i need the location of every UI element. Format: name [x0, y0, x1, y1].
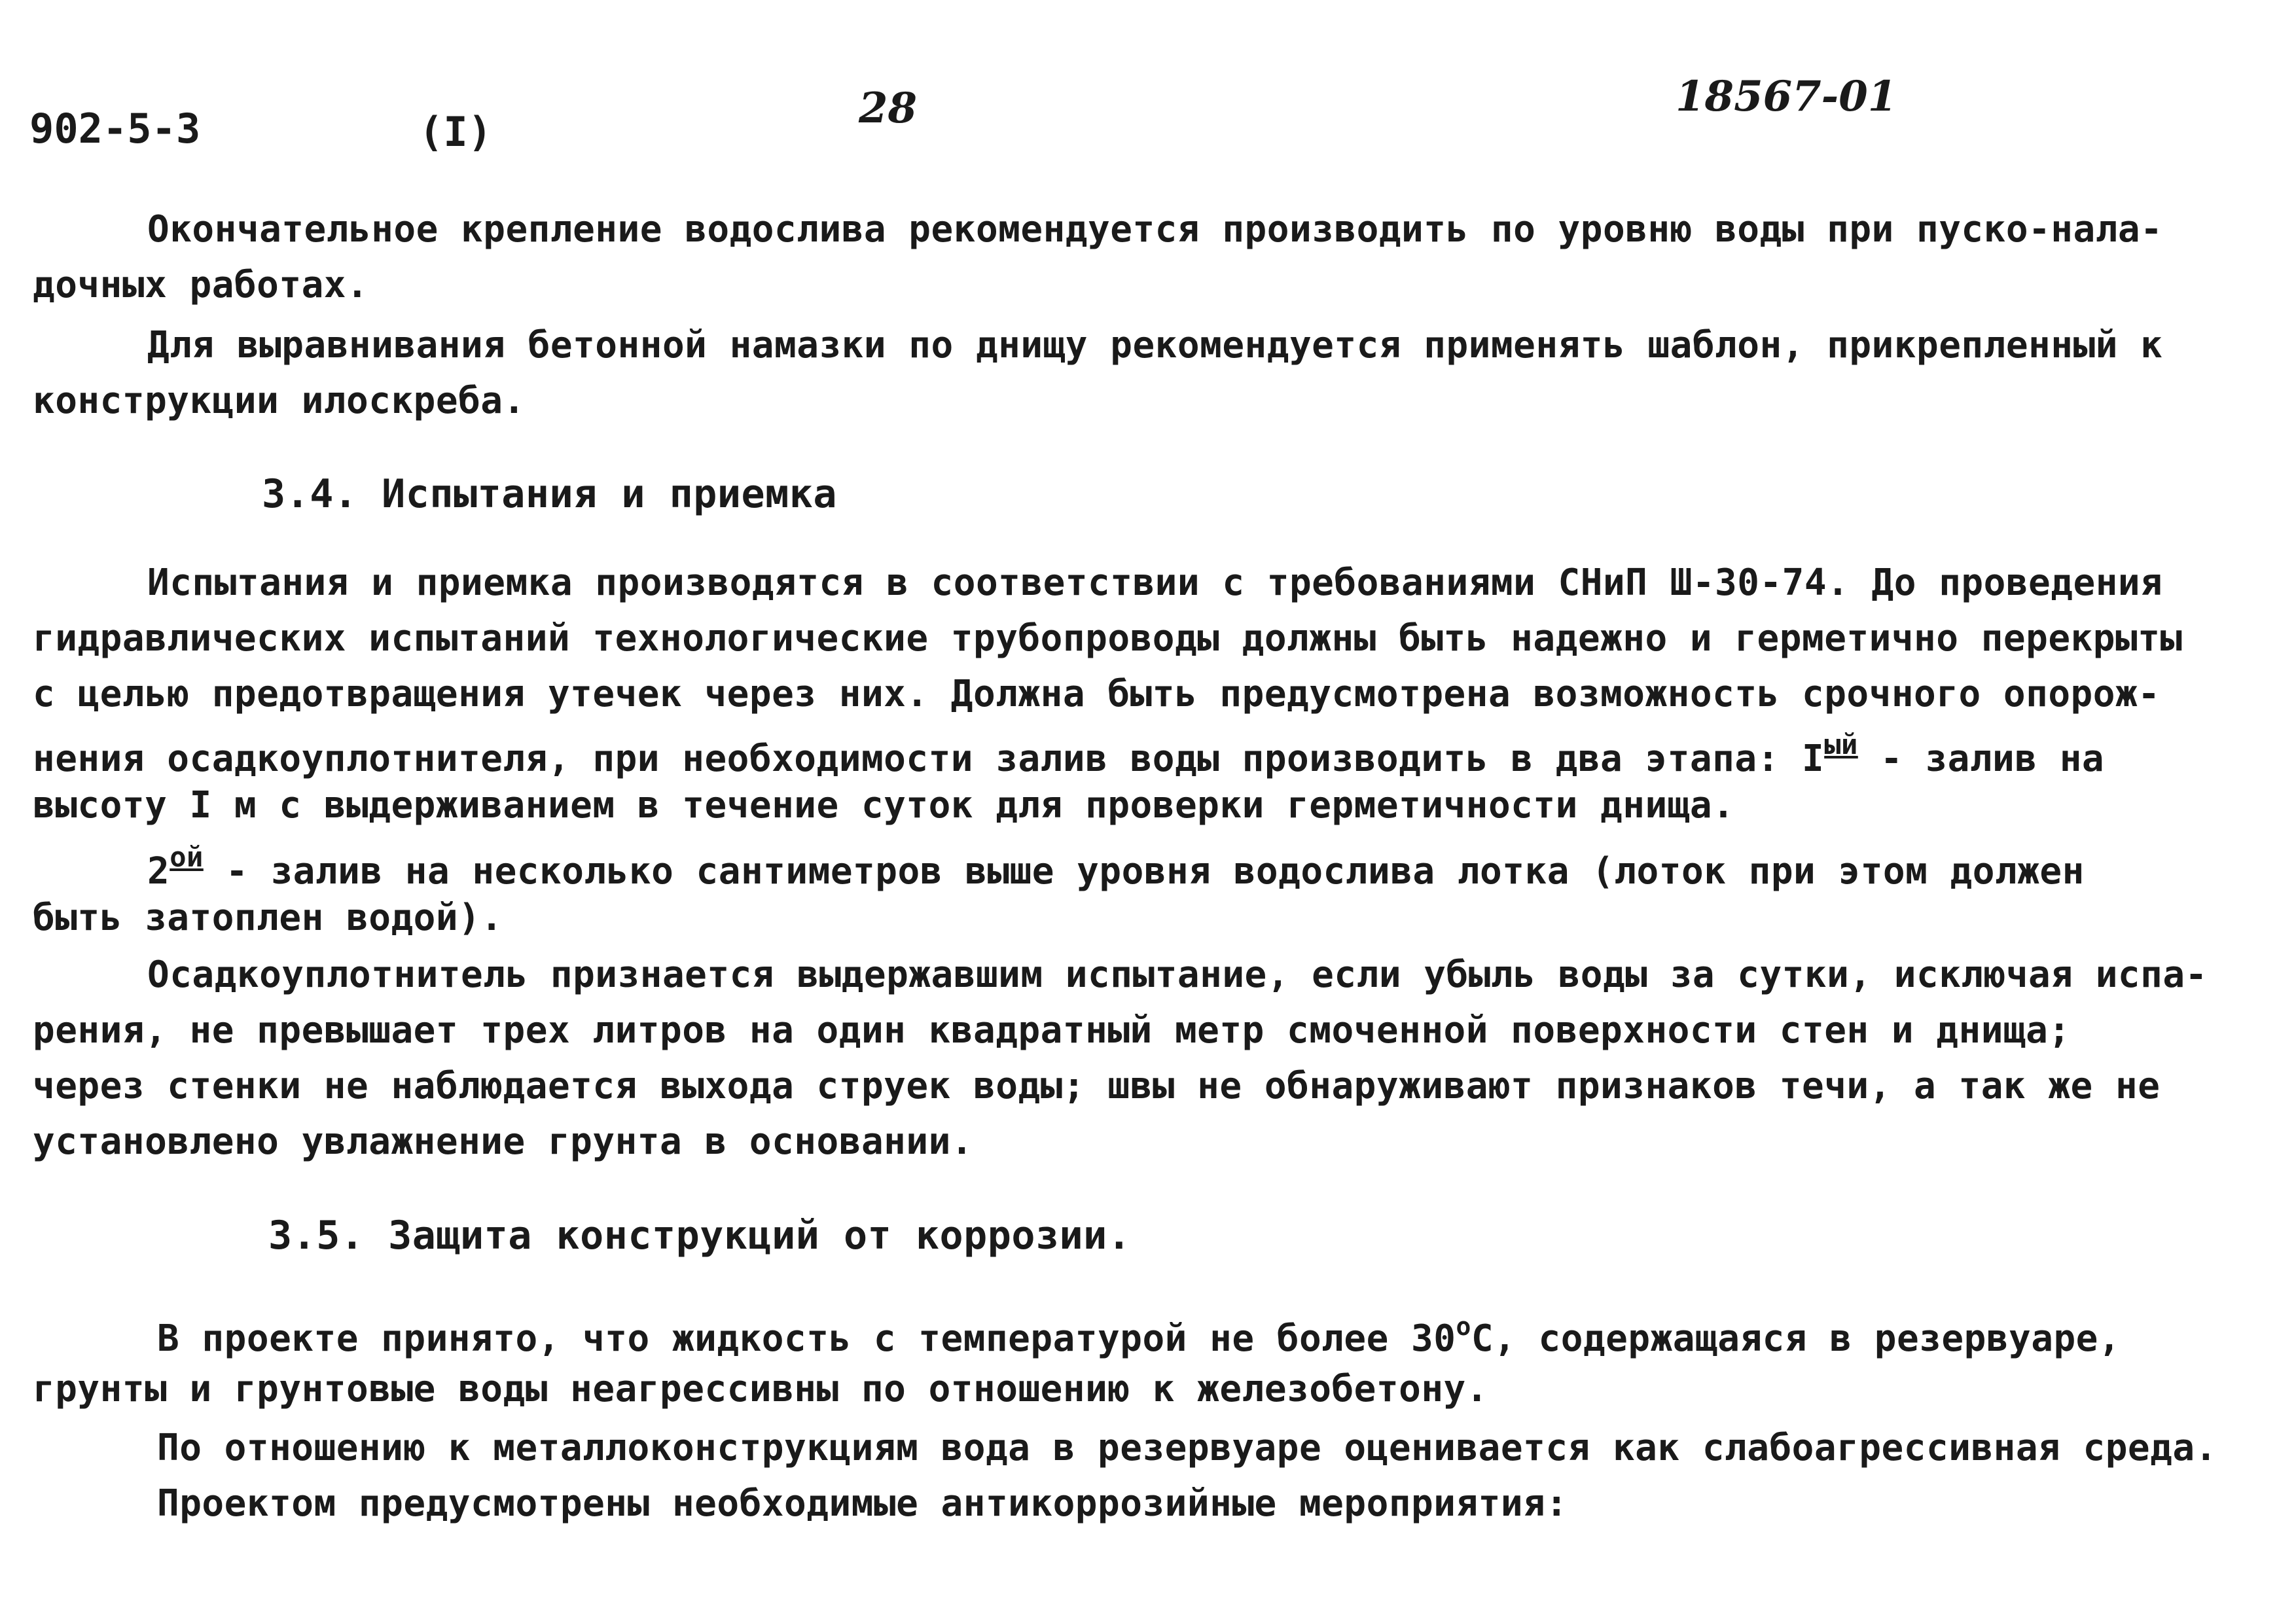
paragraph-line: Для выравнивания бетонной намазки по днищу рекомендуется применять шаблон, прикрепленный к [147, 324, 2163, 366]
paragraph-line: Осадкоуплотнитель признается выдержавшим испытание, если убыль воды за сутки, исключая испа- [147, 954, 2208, 996]
paragraph-line: По отношению к металлоконструкциям вода в резервуаре оценивается как слабоагрессивная среда. [157, 1427, 2217, 1469]
issue-number: (I) [419, 108, 492, 156]
line-text: - залив на несколько сантиметров выше уровня водослива лотка (лоток при этом должен [203, 850, 2085, 893]
degree-sign: о [1456, 1312, 1471, 1341]
paragraph-line: гидравлических испытаний технологические трубопроводы должны быть надежно и герметично перекрыты [33, 617, 2183, 660]
line-text: В проекте принято, что жидкость с температурой не более 30 [157, 1317, 1456, 1360]
paragraph-line: рения, не превышает трех литров на один квадратный метр смоченной поверхности стен и днища; [33, 1009, 2071, 1052]
document-code: 902-5-3 [29, 105, 201, 152]
line-text: 2 [147, 850, 170, 893]
paragraph-line [33, 728, 2104, 780]
paragraph-line: с целью предотвращения утечек через них. Должна быть предусмотрена возможность срочного опорож- [33, 673, 2161, 715]
paragraph-line [157, 1312, 2121, 1360]
line-text: - залив на [1857, 738, 2105, 780]
paragraph-line: высоту I м с выдерживанием в течение суток для проверки герметичности днища. [33, 784, 1735, 827]
paragraph-line: грунты и грунтовые воды неагрессивны по отношению к железобетону. [33, 1368, 1488, 1410]
section-heading-3-4: 3.4. Испытания и приемка [262, 471, 837, 517]
paragraph-line: Окончательное крепление водослива рекомендуется производить по уровню воды при пуско-нала- [147, 208, 2163, 251]
paragraph-line: дочных работах. [33, 264, 369, 306]
paragraph-line: установлено увлажнение грунта в основании. [33, 1120, 974, 1163]
paragraph-line: конструкции илоскреба. [33, 380, 526, 422]
paragraph-line: Испытания и приемка производятся в соответствии с требованиями СНиП Ш-30-74. До проведения [147, 562, 2163, 604]
inventory-number: 18567-01 [1676, 72, 1897, 121]
page-number: 28 [859, 84, 918, 133]
section-heading-3-5: 3.5. Защита конструкций от коррозии. [268, 1213, 1132, 1258]
paragraph-line [147, 841, 2085, 893]
line-text: С, содержащаяся в резервуаре, [1471, 1317, 2121, 1360]
line-text: нения осадкоуплотнителя, при необходимости залив воды производить в два этапа: I [33, 738, 1825, 780]
paragraph-line: Проектом предусмотрены необходимые антикоррозийные мероприятия: [157, 1482, 1568, 1525]
paragraph-line: через стенки не наблюдается выхода струек воды; швы не обнаруживают признаков течи, а так же не [33, 1065, 2161, 1107]
ordinal-suffix: ой [170, 841, 204, 873]
paragraph-line: быть затоплен водой). [33, 897, 503, 939]
ordinal-suffix: ый [1824, 728, 1858, 760]
